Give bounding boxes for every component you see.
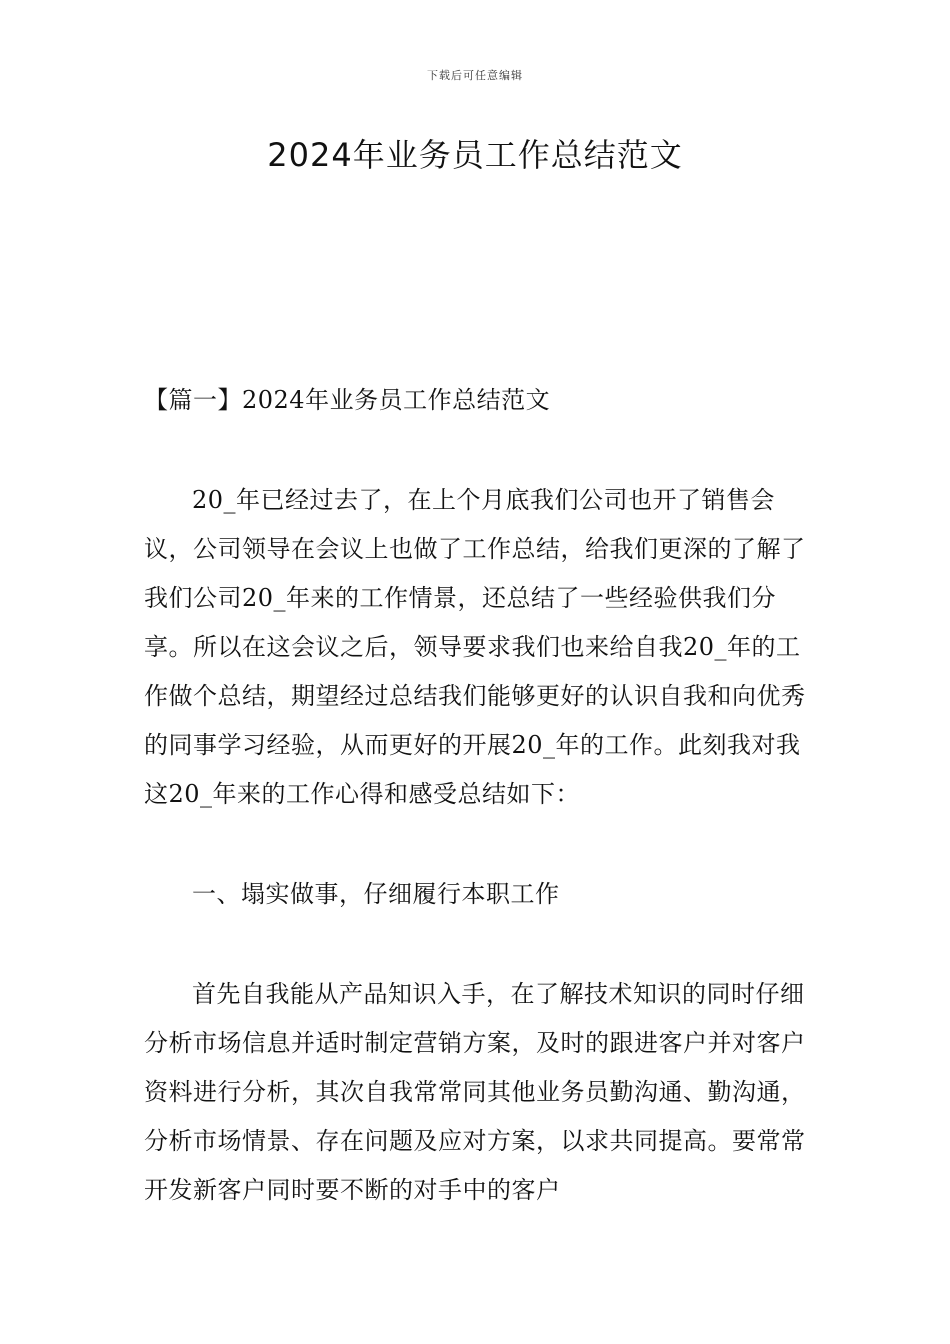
paragraph-detail: 首先自我能从产品知识入手，在了解技术知识的同时仔细分析市场信息并适时制定营销方案，及时的跟进客户并对客户资料进行分析，其次自我常常同其他业务员勤沟通、勤沟通，分析市场情景、存在问题及应对方案，以求共同提高。要常常开发新客户同时要不断的对手中的客户 [144, 980, 806, 1204]
section-heading: 【篇一】2024年业务员工作总结范文 [144, 386, 551, 414]
document-title: 2024年业务员工作总结范文 [267, 136, 683, 174]
paragraph-intro: 20_年已经过去了，在上个月底我们公司也开了销售会议，公司领导在会议上也做了工作总结，给我们更深的了解了我们公司20_年来的工作情景，还总结了一些经验供我们分享。所以在这会议之后，领导要求我们也来给自我20_年的工作做个总结，期望经过总结我们能够更好的认识自我和向优秀的同事学习经验，从而更好的开展20_年的工作。此刻我对我这20_年来的工作心得和感受总结如下： [144, 486, 806, 808]
header-note: 下载后可任意编辑 [427, 69, 523, 82]
subheading-one: 一、塌实做事，仔细履行本职工作 [192, 880, 560, 908]
